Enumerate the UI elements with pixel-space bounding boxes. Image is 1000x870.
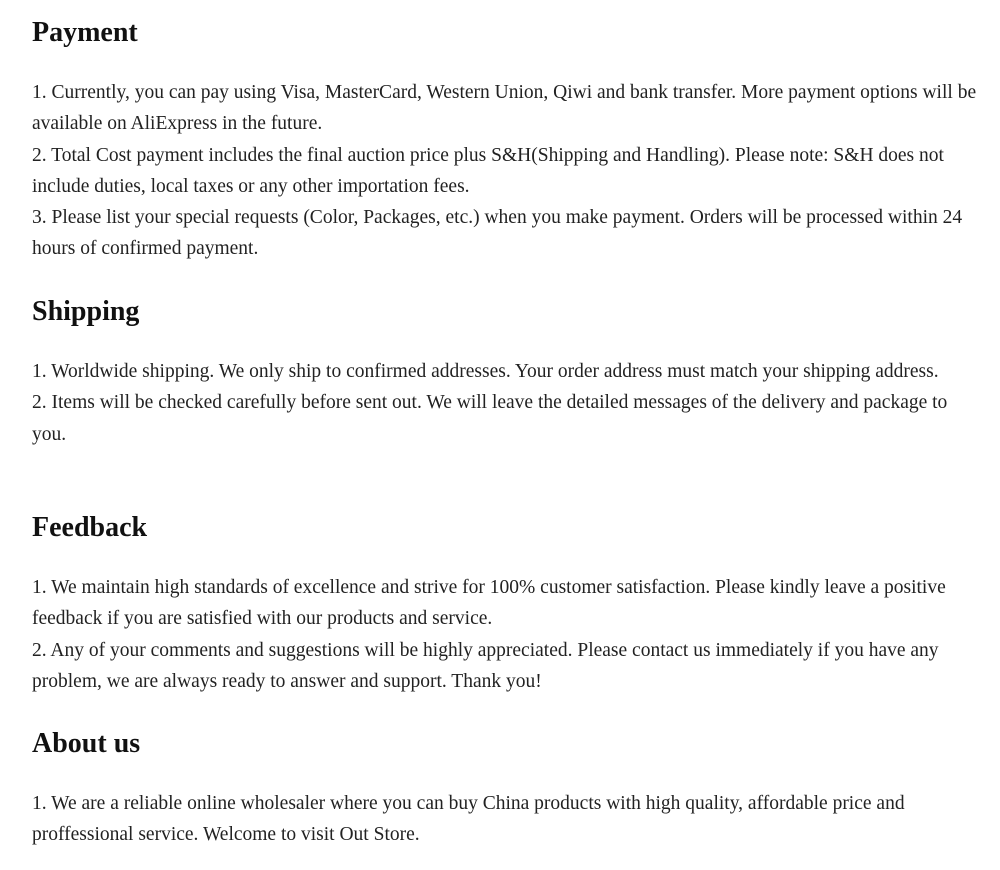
- payment-section: [32, 16, 980, 265]
- payment-body: [32, 77, 980, 265]
- shipping-section: [32, 295, 980, 450]
- payment-paragraph-2: 2. Total Cost payment includes the final auction price plus S&H(Shipping and Handling). Please note: S&H does not include duties, local taxes or any other importation fees.: [32, 144, 944, 197]
- payment-paragraph-3: 3. Please list your special requests (Color, Packages, etc.) when you make payment. Orders will be processed within 24 hours of confirmed payment.: [32, 207, 963, 260]
- feedback-body: [32, 572, 980, 697]
- feedback-section: [32, 511, 980, 697]
- shipping-body: [32, 356, 980, 450]
- feedback-heading: Feedback: [32, 512, 148, 543]
- feedback-paragraph-1: 1. We maintain high standards of excellence and strive for 100% customer satisfaction. Please kindly leave a positive feedback if you are satisfied with our products and service.: [32, 577, 946, 630]
- payment-heading: Payment: [32, 17, 138, 48]
- shipping-paragraph-1: 1. Worldwide shipping. We only ship to confirmed addresses. Your order address must match your shipping address.: [32, 361, 939, 382]
- feedback-paragraph-2: 2. Any of your comments and suggestions will be highly appreciated. Please contact us immediately if you have any problem, we are always ready to answer and support. Thank you!: [32, 639, 939, 692]
- about-heading: About us: [32, 728, 141, 759]
- shipping-paragraph-2: 2. Items will be checked carefully before sent out. We will leave the detailed messages of the delivery and package to you.: [32, 392, 948, 445]
- about-paragraph-1: 1. We are a reliable online wholesaler where you can buy China products with high quality, affordable price and proffessional service. Welcome to visit Out Store.: [32, 793, 905, 846]
- shipping-heading: Shipping: [32, 296, 140, 327]
- payment-paragraph-1: 1. Currently, you can pay using Visa, MasterCard, Western Union, Qiwi and bank transfer. More payment options will be available on AliExpress in the future.: [32, 82, 977, 135]
- about-body: [32, 788, 980, 851]
- about-section: [32, 727, 980, 851]
